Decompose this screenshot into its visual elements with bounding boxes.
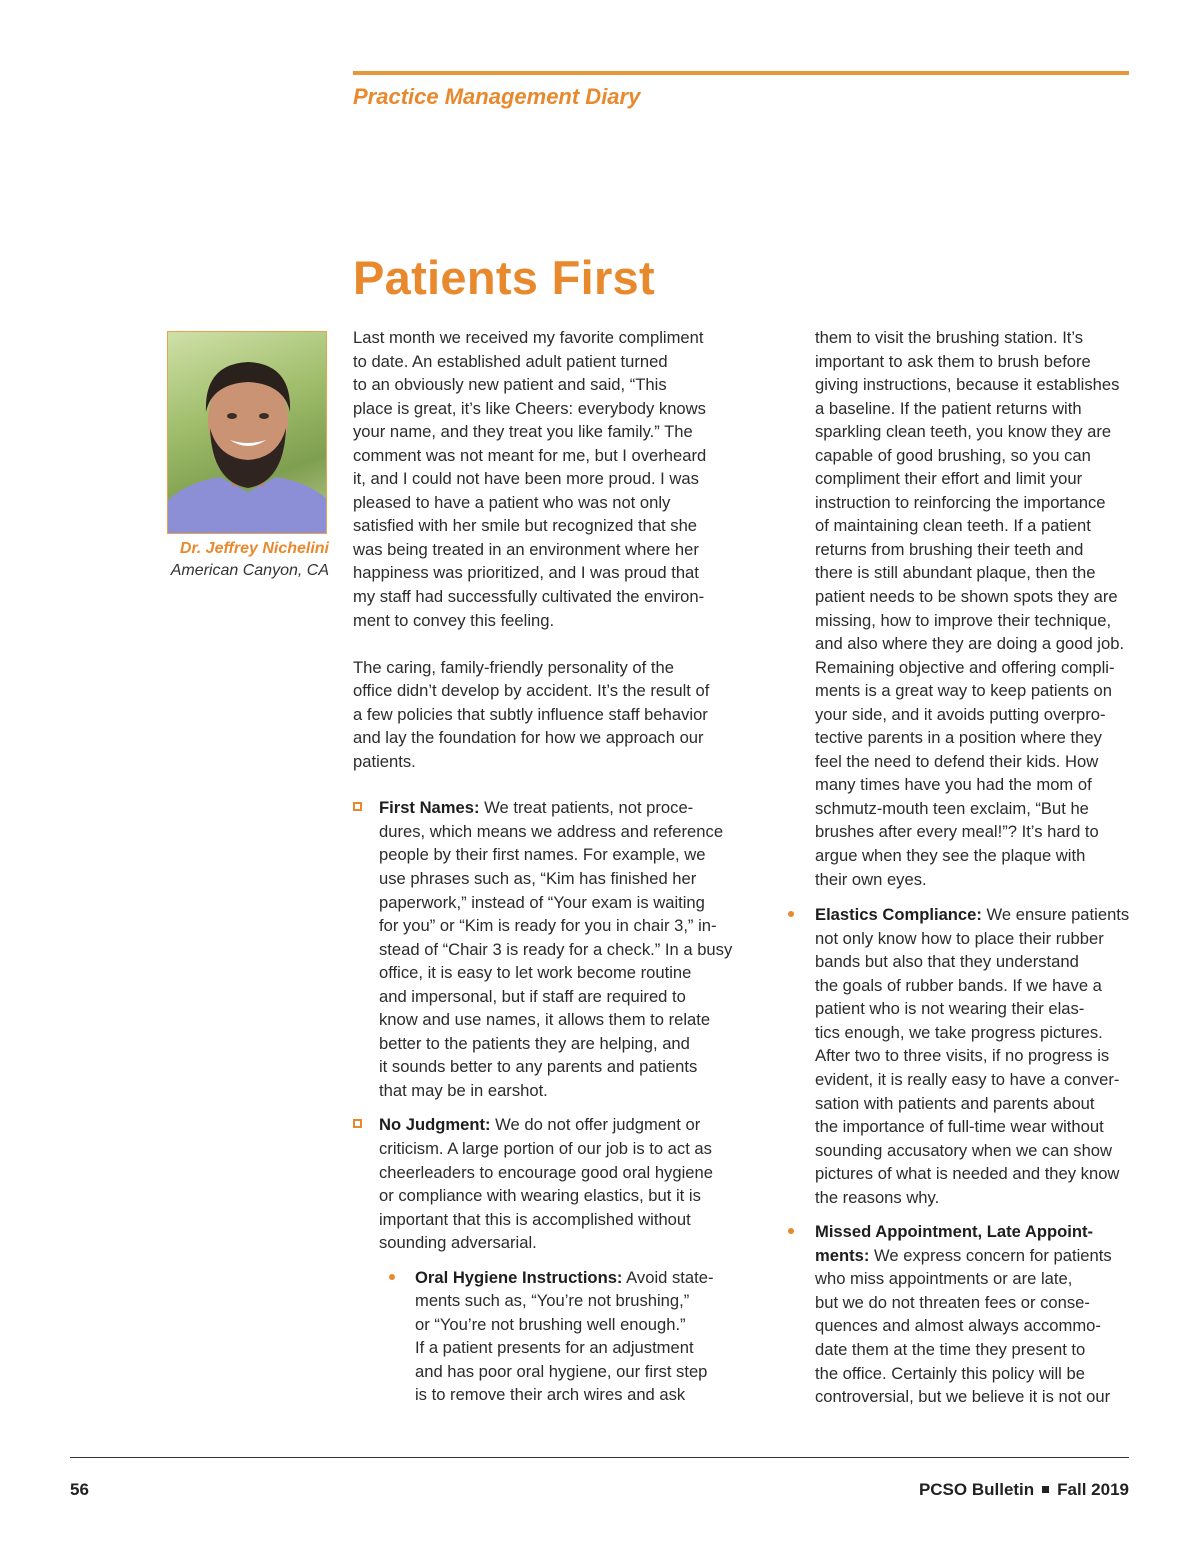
body-line: for you” or “Kim is ready for you in chair 3,” in- [379,916,717,936]
body-line: bands but also that they understand [815,952,1079,972]
section-label: Practice Management Diary [353,84,641,109]
body-line: We treat patients, not proce- [479,798,694,818]
body-line: tics enough, we take progress pictures. [815,1022,1103,1042]
list-item-oral-hygiene [353,1266,733,1407]
body-line: brushes after every meal!”? It’s hard to [815,822,1099,842]
body-line: the reasons why. [815,1187,940,1207]
paragraph-gap [353,632,733,656]
body-line: and has poor oral hygiene, our first step [415,1361,708,1381]
body-line: paperwork,” instead of “Your exam is waiting [379,892,705,912]
body-line: is to remove their arch wires and ask [415,1385,686,1405]
body-line: the importance of full-time wear without [815,1117,1104,1137]
list-item-no-judgment [353,1113,733,1254]
body-line: pictures of what is needed and they know [815,1164,1120,1184]
article-column-left [353,326,733,1407]
body-line: returns from brushing their teeth and [815,539,1084,559]
body-line: satisfied with her smile but recognized that she [353,516,698,536]
body-line: office didn’t develop by accident. It’s the result of [353,681,710,701]
dot-bullet-icon [788,1228,794,1234]
body-line: If a patient presents for an adjustment [415,1338,694,1358]
publication-name: PCSO Bulletin [918,1480,1035,1499]
body-line: was being treated in an environment where her [353,539,699,559]
body-line: my staff had successfully cultivated the environ- [353,587,705,607]
author-photo [167,331,327,534]
body-line: dures, which means we address and reference [379,821,724,841]
body-line: criticism. A large portion of our job is to act as [379,1139,712,1158]
body-line: the goals of rubber bands. If we have a [815,975,1102,995]
intro-paragraphs [353,326,733,773]
body-line: important that this is accomplished without [379,1209,691,1229]
body-line: tective parents in a position where they [815,728,1102,748]
body-line: feel the need to defend their kids. How [815,751,1099,771]
body-line: that may be in earshot. [379,1080,548,1100]
body-line: stead of “Chair 3 is ready for a check.” In a busy [379,939,733,959]
footer-publication [919,1480,1129,1500]
body-line: quences and almost always accommo- [815,1316,1101,1336]
body-line: to an obviously new patient and said, “This [353,375,667,395]
body-line: ments such as, “You’re not brushing,” [415,1291,690,1311]
body-line: After two to three visits, if no progress is [815,1046,1110,1066]
article-column-right [815,326,1131,1409]
body-line: and impersonal, but if staff are required to [379,986,686,1006]
body-line: a few policies that subtly influence staff behavior [353,704,708,724]
body-line: office, it is easy to let work become routine [379,963,692,983]
body-line: who miss appointments or are late, [815,1269,1073,1289]
body-line: it sounds better to any parents and patients [379,1057,698,1077]
body-line: giving instructions, because it establishes [815,375,1120,395]
body-line: argue when they see the plaque with [815,846,1086,866]
body-line: We express concern for patients [869,1245,1112,1265]
continued-paragraph [815,326,1131,891]
square-separator-icon [1042,1486,1049,1493]
body-line: better to the patients they are helping, and [379,1033,690,1053]
list-item-first-names [353,796,733,1102]
body-line: schmutz-mouth teen exclaim, “But he [815,798,1089,818]
author-name: Dr. Jeffrey Nichelini [179,540,329,557]
body-line: sation with patients and parents about [815,1093,1095,1113]
footer-rule [70,1457,1129,1458]
header-rule [353,71,1129,75]
body-line: cheerleaders to encourage good oral hygiene [379,1162,713,1182]
body-line: or “You’re not brushing well enough.” [415,1314,686,1334]
square-bullet-icon [353,1119,362,1128]
body-line: capable of good brushing, so you can [815,445,1091,465]
list-item-lead: Missed Appointment, Late Appoint- [815,1222,1094,1242]
body-line: Last month we received my favorite compliment [353,328,704,347]
dot-bullet-icon [788,911,794,917]
body-line: patient who is not wearing their elas- [815,999,1085,1019]
body-line: evident, it is really easy to have a conver- [815,1069,1120,1089]
body-line: happiness was prioritized, and I was proud that [353,563,699,583]
list-item-lead: Elastics Compliance: [815,905,982,925]
body-line: their own eyes. [815,869,927,889]
body-line: missing, how to improve their technique, [815,610,1112,630]
body-line: patients. [353,751,416,771]
list-item-lead: First Names: [379,798,480,818]
body-line: instruction to reinforcing the importance [815,492,1106,512]
body-line: people by their first names. For example, we [379,845,706,865]
list-item-lead: ments: [815,1245,870,1265]
body-line: Remaining objective and offering compli- [815,657,1115,677]
body-line: and lay the foundation for how we approach our [353,728,704,748]
body-line: sounding accusatory when we can show [815,1140,1113,1160]
body-line: use phrases such as, “Kim has finished her [379,868,697,888]
body-line: the office. Certainly this policy will be [815,1363,1085,1383]
body-line: ments is a great way to keep patients on [815,681,1113,701]
body-line: We ensure patients [981,905,1130,925]
body-line: controversial, but we believe it is not our [815,1387,1111,1407]
body-line: a baseline. If the patient returns with [815,398,1082,418]
body-line: and also where they are doing a good job. [815,634,1125,654]
dot-bullet-icon [389,1274,395,1280]
body-line: your side, and it avoids putting overpro- [815,704,1106,724]
article-title: Patients First [353,251,655,304]
list-item-lead: No Judgment: [379,1115,491,1135]
author-location: American Canyon, CA [170,562,329,579]
body-line: Avoid state- [622,1267,714,1287]
body-line: know and use names, it allows them to relate [379,1010,711,1030]
body-line: them to visit the brushing station. It’s [815,328,1084,347]
body-line: date them at the time they present to [815,1339,1086,1359]
body-line: it, and I could not have been more proud. I was [353,469,699,489]
square-bullet-icon [353,802,362,811]
body-line: not only know how to place their rubber [815,928,1104,948]
body-line: sounding adversarial. [379,1233,537,1253]
body-line: but we do not threaten fees or conse- [815,1292,1090,1312]
body-line: your name, and they treat you like family.” The [353,422,693,442]
body-line: comment was not meant for me, but I overheard [353,445,707,465]
body-line: many times have you had the mom of [815,775,1092,795]
body-line: important to ask them to brush before [815,351,1091,371]
body-line: to date. An established adult patient turned [353,351,668,371]
list-item-lead: Oral Hygiene Instructions: [415,1267,623,1287]
body-line: compliment their effort and limit your [815,469,1083,489]
body-line: ment to convey this feeling. [353,610,555,630]
body-line: The caring, family-friendly personality of the [353,657,674,677]
body-line: there is still abundant plaque, then the [815,563,1096,583]
body-line: sparkling clean teeth, you know they are [815,422,1112,442]
author-portrait-illustration [168,332,327,534]
body-line: patient needs to be shown spots they are [815,587,1118,607]
body-line: We do not offer judgment or [490,1115,701,1135]
list-item-elastics-compliance [815,903,1131,1209]
body-line: place is great, it’s like Cheers: everybody knows [353,398,706,418]
issue-date: Fall 2019 [1057,1480,1129,1499]
body-line: or compliance with wearing elastics, but it is [379,1186,701,1206]
body-line: of maintaining clean teeth. If a patient [815,516,1091,536]
page-number: 56 [70,1480,89,1499]
list-item-missed-appointments [815,1220,1131,1408]
body-line: pleased to have a patient who was not only [353,492,671,512]
